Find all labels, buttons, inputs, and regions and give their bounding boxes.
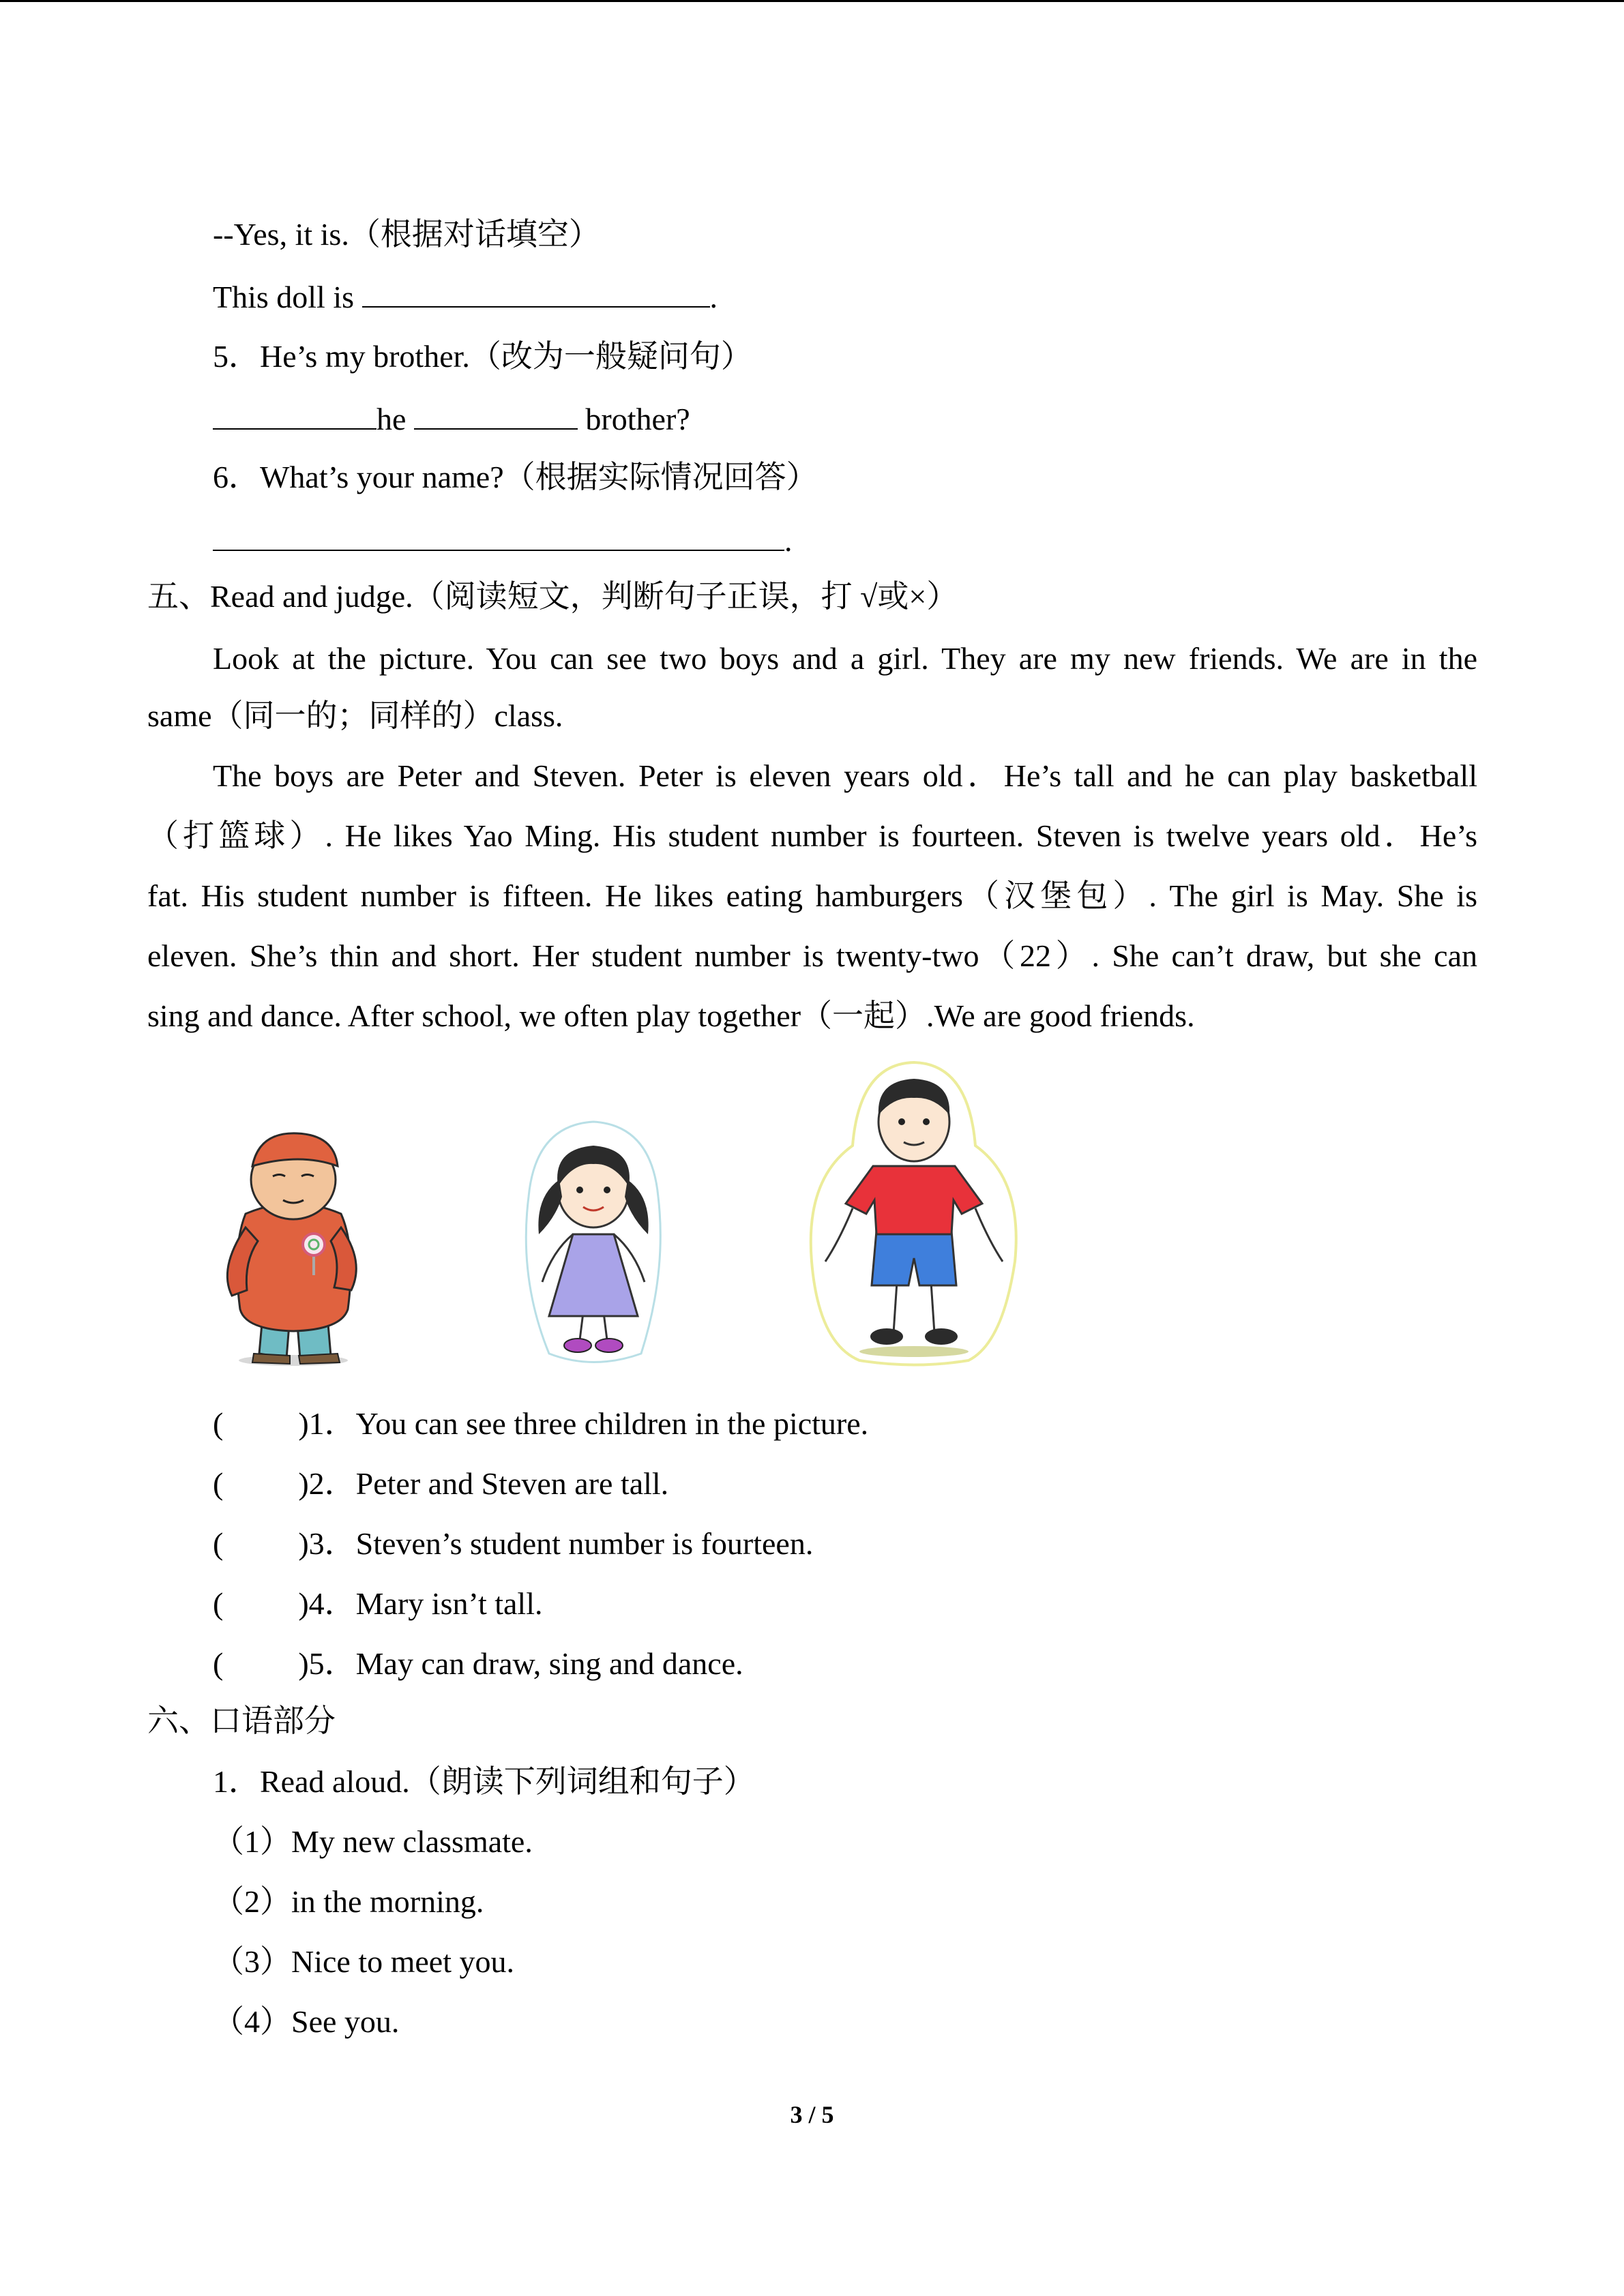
section6-heading: 六、口语部分 <box>147 1703 336 1738</box>
passage-line-3: The boys are Peter and Steven. Peter is eleven years old．He’s tall and he can play basketball <box>213 758 1477 793</box>
section6-subheading: 1．Read aloud.（朗读下列词组和句子） <box>213 1764 755 1799</box>
q4-fill-prefix: This doll is <box>213 280 362 314</box>
q6-prompt: 6．What’s your name?（根据实际情况回答） <box>213 460 818 494</box>
read-aloud-item: （1）My new classmate. <box>213 1824 533 1859</box>
question-row <box>213 1463 668 1504</box>
question-text: )2．Peter and Steven are tall. <box>298 1466 669 1501</box>
q6-answer-blank[interactable] <box>213 520 784 551</box>
question-row <box>213 1583 543 1624</box>
fat-boy-illustration <box>205 1112 382 1367</box>
q4-fill-suffix: . <box>709 280 718 314</box>
q5-fill-line <box>213 398 690 440</box>
q6-fill-line <box>213 520 793 561</box>
passage-line-1: Look at the picture. You can see two boys and a girl. They are my new friends. We are in the <box>213 641 1477 676</box>
tall-boy-illustration <box>798 1057 1030 1367</box>
question-text: )1．You can see three children in the picture. <box>298 1406 869 1441</box>
q4-answer-line: --Yes, it is.（根据对话填空） <box>213 217 600 252</box>
section5-heading: 五、Read and judge.（阅读短文，判断句子正误，打 √或×） <box>147 579 958 614</box>
page-top-border <box>0 0 1624 2</box>
girl-illustration <box>512 1115 675 1367</box>
passage-line-4: （打篮球）. He likes Yao Ming. His student number is fourteen. Steven is twelve years old．He’s <box>147 818 1477 853</box>
question-text: )4．Mary isn’t tall. <box>298 1586 543 1621</box>
read-aloud-item: （2）in the morning. <box>213 1884 484 1919</box>
question-open-paren: ( <box>213 1526 224 1561</box>
question-open-paren: ( <box>213 1586 224 1621</box>
passage-line-6: eleven. She’s thin and short. Her student number is twenty-two（22）. She can’t draw, but she can <box>147 938 1477 973</box>
q5-end-text: brother? <box>577 402 690 436</box>
q5-blank-2[interactable] <box>414 398 578 430</box>
question-row <box>213 1523 813 1564</box>
question-open-paren: ( <box>213 1466 224 1501</box>
read-aloud-item: （3）Nice to meet you. <box>213 1944 515 1979</box>
q5-mid-text: he <box>377 402 414 436</box>
question-open-paren: ( <box>213 1646 224 1681</box>
read-aloud-item: （4）See you. <box>213 2004 400 2039</box>
q4-answer-blank[interactable] <box>362 276 710 308</box>
passage-line-7: sing and dance. After school, we often play together（一起）.We are good friends. <box>147 998 1195 1033</box>
q6-end-text: . <box>784 523 793 558</box>
question-text: )3．Steven’s student number is fourteen. <box>298 1526 814 1561</box>
q5-blank-1[interactable] <box>213 398 377 430</box>
question-open-paren: ( <box>213 1406 224 1441</box>
passage-line-2: same（同一的；同样的）class. <box>147 698 563 733</box>
q4-fill-line <box>213 276 718 318</box>
q5-prompt: 5．He’s my brother.（改为一般疑问句） <box>213 339 752 374</box>
question-text: )5．May can draw, sing and dance. <box>298 1646 743 1681</box>
page-number: 3 / 5 <box>790 2101 834 2128</box>
passage-line-5: fat. His student number is fifteen. He likes eating hamburgers（汉堡包）. The girl is May. She is <box>147 878 1477 913</box>
question-row <box>213 1403 868 1444</box>
question-row <box>213 1643 743 1684</box>
